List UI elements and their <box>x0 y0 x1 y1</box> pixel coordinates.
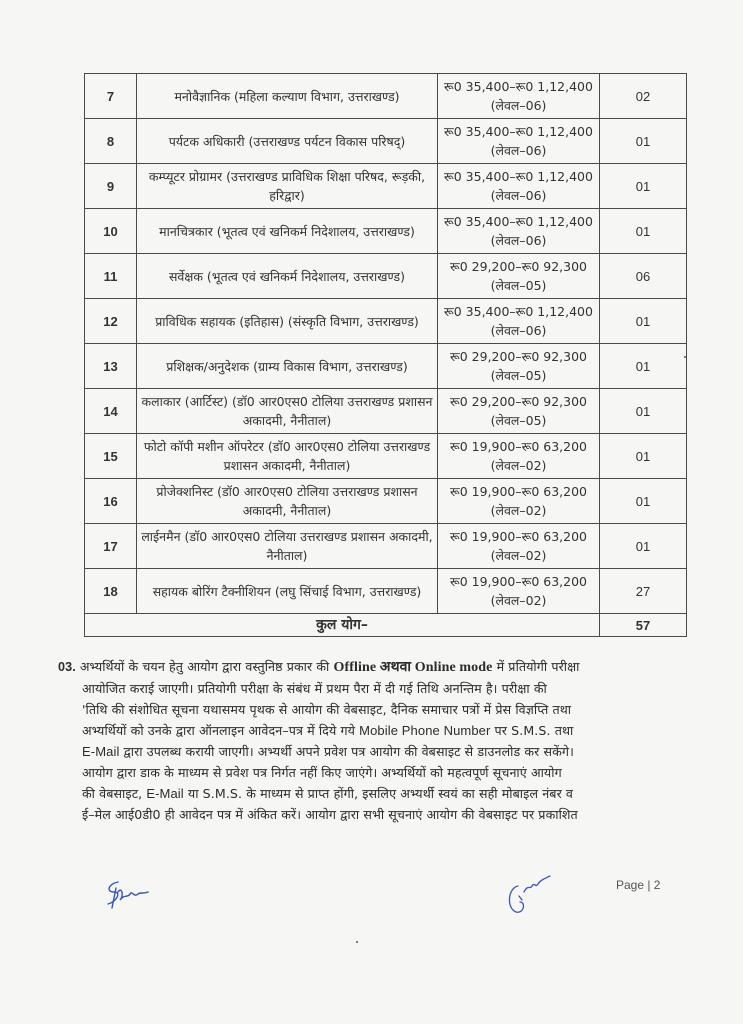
pay-range: रू0 19,900–रू0 63,200 <box>449 484 587 499</box>
table-row <box>85 524 687 569</box>
pay-level: (लेवल–05) <box>490 413 547 428</box>
serial-number-cell: 16 <box>85 479 137 524</box>
paragraph-text: में प्रतियोगी परीक्षा <box>492 659 580 674</box>
vacancy-count-cell: 02 <box>600 74 687 119</box>
pay-level: (लेवल–06) <box>490 143 547 158</box>
highlighted-term: Mobile Phone Number <box>359 723 491 738</box>
pay-scale-cell <box>438 254 600 299</box>
pay-range: रू0 29,200–रू0 92,300 <box>449 394 587 409</box>
post-name-cell: लाईनमैन (डॉ0 आर0एस0 टोलिया उत्तराखण्ड प्रशासन अकादमी, नैनीताल) <box>137 524 438 569</box>
pay-level: (लेवल–06) <box>490 188 547 203</box>
pay-level: (लेवल–05) <box>490 368 547 383</box>
paragraph-line <box>58 699 708 720</box>
table-row <box>85 254 687 299</box>
table-row <box>85 299 687 344</box>
pay-scale-cell <box>438 209 600 254</box>
pay-scale-cell <box>438 524 600 569</box>
paragraph-text: या S.M.S. के माध्यम से प्राप्त होंगी, इसलिए अभ्यर्थी स्वयं का सही मोबाइल नंबर व <box>183 786 574 801</box>
vacancy-count-cell: 01 <box>600 164 687 209</box>
paragraph-number: 03. <box>58 660 76 674</box>
vacancy-count-cell: 01 <box>600 434 687 479</box>
serial-number-cell: 18 <box>85 569 137 614</box>
pay-scale-cell <box>438 299 600 344</box>
total-label: कुल योग– <box>85 614 600 637</box>
serial-number-cell: 11 <box>85 254 137 299</box>
stray-mark <box>356 941 358 943</box>
pay-range: रू0 35,400–रू0 1,12,400 <box>444 124 593 139</box>
vacancy-count-cell: 01 <box>600 479 687 524</box>
pay-scale-cell <box>438 344 600 389</box>
table-row <box>85 209 687 254</box>
page-number: Page | 2 <box>616 878 661 892</box>
serial-number-cell: 9 <box>85 164 137 209</box>
vacancy-count-cell: 01 <box>600 344 687 389</box>
pay-range: रू0 35,400–रू0 1,12,400 <box>444 169 593 184</box>
paragraph-line <box>58 804 708 825</box>
paragraph-text: की वेबसाइट, <box>82 786 147 801</box>
paragraph-line <box>58 656 708 678</box>
highlighted-term: E-Mail <box>146 786 184 801</box>
paragraph-line <box>58 762 708 783</box>
pay-scale-cell <box>438 389 600 434</box>
total-value: 57 <box>600 614 687 637</box>
pay-range: रू0 19,900–रू0 63,200 <box>449 439 587 454</box>
serial-number-cell: 13 <box>85 344 137 389</box>
paragraph-line <box>58 720 708 741</box>
table-row <box>85 479 687 524</box>
paragraph-03 <box>58 656 708 825</box>
vacancy-count-cell: 01 <box>600 209 687 254</box>
pay-range: रू0 19,900–रू0 63,200 <box>449 529 587 544</box>
highlighted-term: Offline अथवा Online mode <box>333 660 493 675</box>
table-row <box>85 344 687 389</box>
pay-scale-cell <box>438 74 600 119</box>
paragraph-text: ई–मेल आई0डी0 ही आवेदन पत्र में अंकित करें। आयोग द्वारा सभी सूचनाएं आयोग की वेबसाइट पर प्रकाशित <box>82 807 578 822</box>
signature-left <box>104 878 152 912</box>
paragraph-text: आयोग द्वारा डाक के माध्यम से प्रवेश पत्र निर्गत नहीं किए जाएंगे। अभ्यर्थियों को महत्वपूर्ण सूचनाएं आयोग <box>82 765 562 780</box>
stray-mark <box>684 356 686 358</box>
paragraph-line <box>58 678 708 699</box>
posts-table <box>84 73 687 637</box>
pay-range: रू0 35,400–रू0 1,12,400 <box>444 304 593 319</box>
pay-level: (लेवल–05) <box>490 278 547 293</box>
paragraph-line <box>58 741 708 762</box>
paragraph-text: अभ्यर्थियों के चयन हेतु आयोग द्वारा वस्तुनिष्ठ प्रकार की <box>79 659 334 674</box>
pay-range: रू0 35,400–रू0 1,12,400 <box>444 79 593 94</box>
total-row <box>85 614 687 637</box>
vacancy-count-cell: 06 <box>600 254 687 299</box>
pay-range: रू0 29,200–रू0 92,300 <box>449 349 587 364</box>
vacancy-count-cell: 01 <box>600 389 687 434</box>
serial-number-cell: 7 <box>85 74 137 119</box>
post-name-cell: मनोवैज्ञानिक (महिला कल्याण विभाग, उत्तराखण्ड) <box>137 74 438 119</box>
post-name-cell: सहायक बोरिंग टैक्नीशियन (लघु सिंचाई विभाग, उत्तराखण्ड) <box>137 569 438 614</box>
serial-number-cell: 12 <box>85 299 137 344</box>
post-name-cell: प्राविधिक सहायक (इतिहास) (संस्कृति विभाग, उत्तराखण्ड) <box>137 299 438 344</box>
post-name-cell: प्रोजेक्शनिस्ट (डॉ0 आर0एस0 टोलिया उत्तराखण्ड प्रशासन अकादमी, नैनीताल) <box>137 479 438 524</box>
vacancy-count-cell: 27 <box>600 569 687 614</box>
pay-level: (लेवल–06) <box>490 323 547 338</box>
paragraph-text: अभ्यर्थियों को उनके द्वारा ऑनलाइन आवेदन–पत्र में दिये गये <box>82 723 360 738</box>
pay-level: (लेवल–02) <box>490 458 547 473</box>
pay-scale-cell <box>438 119 600 164</box>
pay-scale-cell <box>438 569 600 614</box>
signature-right <box>500 872 570 918</box>
paragraph-text: आयोजित कराई जाएगी। प्रतियोगी परीक्षा के संबंध में प्रथम पैरा में दी गई तिथि अनन्तिम है। परीक्षा की <box>82 681 547 696</box>
vacancy-count-cell: 01 <box>600 524 687 569</box>
pay-scale-cell <box>438 434 600 479</box>
paragraph-line <box>58 783 708 804</box>
paragraph-text: 'तिथि की संशोधित सूचना यथासमय पृथक से आयोग की वेबसाइट, दैनिक समाचार पत्रों में प्रेस विज्ञप्ति तथा <box>82 702 572 717</box>
pay-level: (लेवल–06) <box>490 98 547 113</box>
post-name-cell: मानचित्रकार (भूतत्व एवं खनिकर्म निदेशालय, उत्तराखण्ड) <box>137 209 438 254</box>
post-name-cell: कलाकार (आर्टिस्ट) (डॉ0 आर0एस0 टोलिया उत्तराखण्ड प्रशासन अकादमी, नैनीताल) <box>137 389 438 434</box>
post-name-cell: फोटो कॉपी मशीन ऑपरेटर (डॉ0 आर0एस0 टोलिया उत्तराखण्ड प्रशासन अकादमी, नैनीताल) <box>137 434 438 479</box>
serial-number-cell: 14 <box>85 389 137 434</box>
table-row <box>85 389 687 434</box>
table-row <box>85 74 687 119</box>
serial-number-cell: 15 <box>85 434 137 479</box>
post-name-cell: प्रशिक्षक/अनुदेशक (ग्राम्य विकास विभाग, उत्तराखण्ड) <box>137 344 438 389</box>
post-name-cell: सर्वेक्षक (भूतत्व एवं खनिकर्म निदेशालय, उत्तराखण्ड) <box>137 254 438 299</box>
table-row <box>85 164 687 209</box>
highlighted-term: E-Mail <box>82 744 120 759</box>
paragraph-text: द्वारा उपलब्ध करायी जाएगी। अभ्यर्थी अपने प्रवेश पत्र आयोग की वेबसाइट से डाउनलोड कर सकेंगे। <box>119 744 574 759</box>
pay-level: (लेवल–06) <box>490 233 547 248</box>
table-row <box>85 434 687 479</box>
serial-number-cell: 8 <box>85 119 137 164</box>
pay-level: (लेवल–02) <box>490 593 547 608</box>
pay-level: (लेवल–02) <box>490 503 547 518</box>
vacancy-count-cell: 01 <box>600 119 687 164</box>
vacancy-count-cell: 01 <box>600 299 687 344</box>
serial-number-cell: 17 <box>85 524 137 569</box>
pay-range: रू0 19,900–रू0 63,200 <box>449 574 587 589</box>
pay-level: (लेवल–02) <box>490 548 547 563</box>
pay-scale-cell <box>438 479 600 524</box>
pay-range: रू0 35,400–रू0 1,12,400 <box>444 214 593 229</box>
pay-scale-cell <box>438 164 600 209</box>
post-name-cell: कम्प्यूटर प्रोग्रामर (उत्तराखण्ड प्राविधिक शिक्षा परिषद, रूड़की, हरिद्वार) <box>137 164 438 209</box>
table-row <box>85 119 687 164</box>
table-row <box>85 569 687 614</box>
serial-number-cell: 10 <box>85 209 137 254</box>
pay-range: रू0 29,200–रू0 92,300 <box>449 259 587 274</box>
paragraph-text: पर S.M.S. तथा <box>490 723 574 738</box>
post-name-cell: पर्यटक अधिकारी (उत्तराखण्ड पर्यटन विकास परिषद्) <box>137 119 438 164</box>
